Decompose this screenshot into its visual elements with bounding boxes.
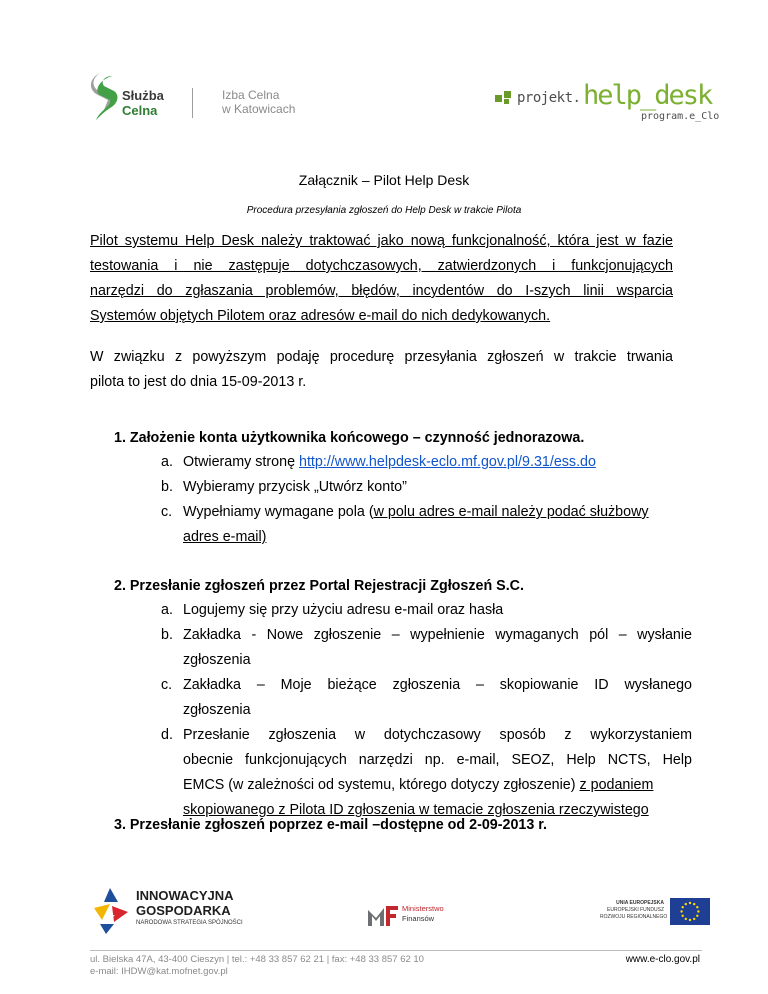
mf-line-2: Finansów (402, 914, 435, 923)
list-item-underlined-text: skopiowanego z Pilota ID zgłoszenia w temacie zgłoszenia rzeczywistego (183, 802, 649, 818)
list-item-underlined-text: w polu adres e-mail należy podać służbowy (373, 504, 649, 520)
list-marker: a. (161, 454, 173, 470)
list-item-text: EMCS (w zależności od systemu, którego dotyczy zgłoszenie) (183, 777, 580, 793)
footer-address (90, 954, 424, 978)
list-item-underlined-text: z podaniem (579, 777, 654, 793)
project-word: projekt. (517, 90, 581, 106)
footer-divider (90, 950, 702, 951)
document-subtitle: Procedura przesyłania zgłoszeń do Help Desk w trakcie Pilota (246, 205, 522, 216)
list-item-text: obecnie funkcjonujących narzędzi np. e-mail, SEOZ, Help NCTS, Help (183, 752, 692, 768)
office-line-1: Izba Celna (222, 88, 280, 102)
list-item-text: Przesłanie zgłoszenia w dotychczasowy sposób z wykorzystaniem (183, 727, 692, 743)
office-line-2: w Katowicach (222, 102, 296, 116)
section-3-heading: 3. Przesłanie zgłoszeń poprzez e-mail –dostępne od 2-09-2013 r. (114, 817, 548, 833)
innow-line-3: NARODOWA STRATEGIA SPÓJNOŚCI (136, 920, 243, 926)
eu-flag-icon (670, 898, 710, 925)
innowacyjna-gospodarka-logo (90, 882, 260, 942)
list-marker: b. (161, 627, 173, 643)
paragraph-line: narzędzi do zgłaszania problemów, błędów, incydentów do I-szych linii wsparcia (90, 283, 673, 299)
logo-line-2: Celna (122, 103, 158, 118)
paragraph-line: testowania i nie zastępuje dotychczasowych, zatwierdzonych i funkcjonujących (90, 258, 673, 274)
list-marker: a. (161, 602, 173, 618)
section-2-heading: 2. Przesłanie zgłoszeń przez Portal Rejestracji Zgłoszeń S.C. (114, 578, 524, 594)
ue-line-3: ROZWOJU REGIONALNEGO (600, 914, 668, 920)
list-marker: c. (161, 677, 173, 693)
list-item-text: zgłoszenia (183, 652, 251, 668)
innow-line-1: INNOWACYJNA (136, 888, 234, 903)
list-item-underlined-text: adres e-mail) (183, 529, 267, 545)
section-1-heading: 1. Założenie konta użytkownika końcowego – czynność jednorazowa. (114, 430, 585, 446)
header-divider (192, 88, 193, 118)
intro-paragraph (90, 229, 673, 329)
list-item-text: Zakładka – Moje bieżące zgłoszenia – skopiowanie ID wysłanego (183, 677, 692, 693)
ministerstwo-finansow-logo (366, 896, 446, 936)
paragraph-line: Pilot systemu Help Desk należy traktować jako nową funkcjonalność, która jest w fazie (90, 233, 673, 249)
list-marker: b. (161, 479, 173, 495)
paragraph-line: pilota to jest do dnia 15-09-2013 r. (90, 374, 307, 390)
list-item-text: Logujemy się przy użyciu adresu e-mail oraz hasła (183, 602, 504, 618)
list-item-text: zgłoszenia (183, 702, 251, 718)
list-item-text: Wybieramy przycisk „Utwórz konto” (183, 479, 407, 495)
list-item-text: Zakładka - Nowe zgłoszenie – wypełnienie wymaganych pól – wysłanie (183, 627, 692, 643)
paragraph-line: W związku z powyższym podaję procedurę przesyłania zgłoszeń w trakcie trwania (90, 349, 673, 365)
helpdesk-link[interactable]: http://www.helpdesk-eclo.mf.gov.pl/9.31/ess.do (299, 454, 596, 470)
document-title: Załącznik – Pilot Help Desk (298, 172, 470, 188)
paragraph-line: Systemów objętych Pilotem oraz adresów e-mail do nich dedykowanych. (90, 308, 551, 324)
sluzba-celna-emblem-icon (88, 70, 122, 122)
address-line-2: e-mail: IHDW@kat.mofnet.gov.pl (90, 966, 228, 977)
project-name: help_desk (583, 80, 712, 111)
footer-website: www.e-clo.gov.pl (625, 954, 700, 965)
unia-europejska-logo (600, 898, 710, 928)
logo-square-icon (495, 95, 502, 102)
office-name (222, 88, 295, 116)
sluzba-celna-logo (88, 70, 208, 122)
logo-square-icon (504, 91, 511, 98)
logo-square-icon (504, 99, 509, 104)
list-marker: d. (161, 727, 173, 743)
mf-emblem-icon (366, 902, 400, 928)
innow-line-2: GOSPODARKA (136, 903, 231, 918)
address-line-1: ul. Bielska 47A, 43-400 Cieszyn | tel.: +48 33 857 62 21 | fax: +48 33 857 62 10 (90, 954, 424, 965)
procedure-paragraph (90, 345, 673, 395)
list-item-text: Wypełniamy wymagane pola ( (183, 504, 374, 520)
mf-line-1: Ministerstwo (402, 904, 444, 913)
project-subtitle: program.e_Clo (641, 111, 720, 122)
ue-line-1: UNIA EUROPEJSKA (616, 900, 664, 906)
ue-line-2: EUROPEJSKI FUNDUSZ (607, 907, 664, 913)
list-item-text: Otwieramy stronę (183, 454, 299, 470)
innowacyjna-gospodarka-emblem-icon (90, 886, 130, 936)
list-marker: c. (161, 504, 173, 520)
logo-line-1: Służba (122, 88, 164, 103)
